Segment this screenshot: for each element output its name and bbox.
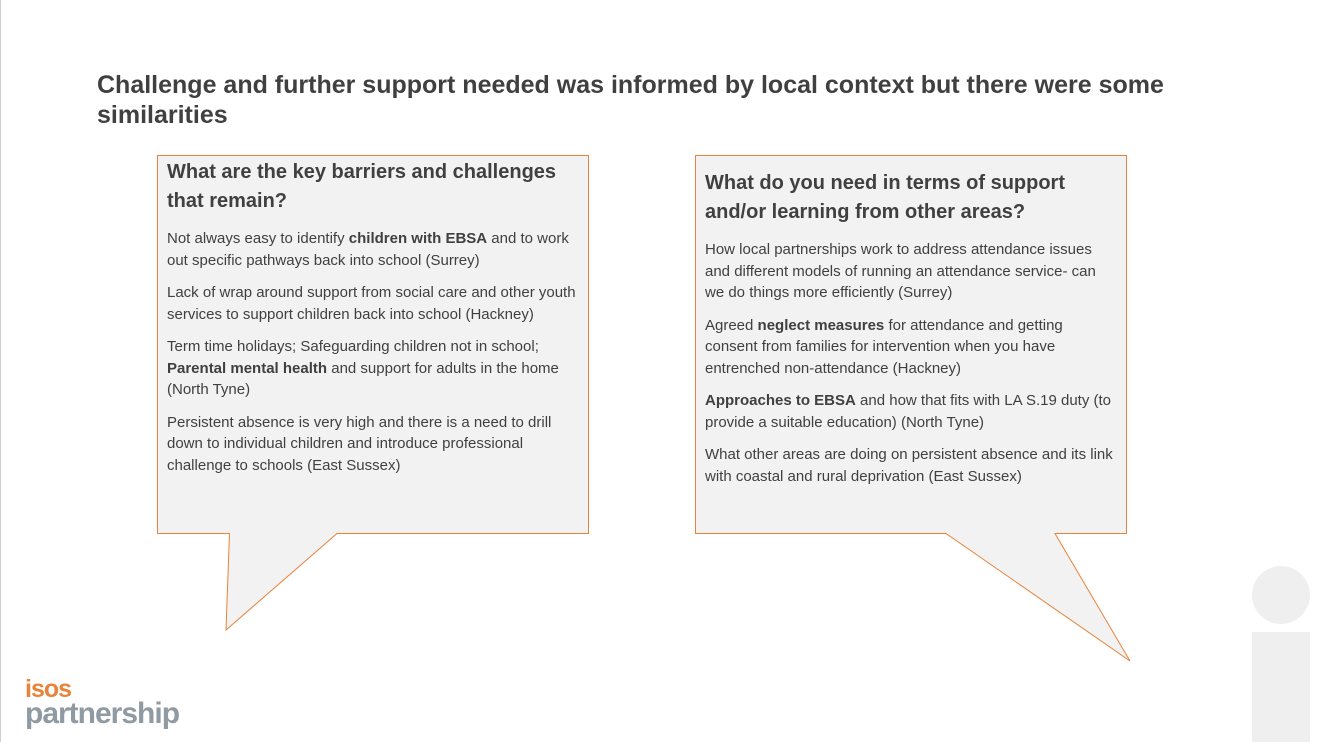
left-bubble-heading: What are the key barriers and challenges that remain? xyxy=(167,161,557,212)
left-bubble-list xyxy=(167,228,581,476)
right-bubble-list xyxy=(705,239,1119,487)
info-letter-i-decoration xyxy=(1252,566,1312,742)
right-bubble-heading: What do you need in terms of support and/or learning from other areas? xyxy=(705,172,1065,223)
bold-text: children with EBSA xyxy=(348,230,488,247)
paragraph-text: and to work out specific pathways back into school (Surrey) xyxy=(167,230,569,269)
isos-partnership-logo xyxy=(25,675,180,730)
bubble-paragraph xyxy=(167,282,581,325)
right-bubble-content xyxy=(705,169,1119,498)
bubble-paragraph xyxy=(705,239,1119,304)
paragraph-text: and how that fits with LA S.19 duty (to provide a suitable education) (North Tyne) xyxy=(705,392,1112,431)
logo-line-isos: isos xyxy=(25,675,72,703)
bubble-paragraph xyxy=(705,444,1119,487)
paragraph-text: Term time holidays; Safeguarding children not in school; xyxy=(167,338,539,355)
bold-text: Approaches to EBSA xyxy=(705,392,856,409)
bold-text: neglect measures xyxy=(757,316,885,334)
paragraph-text: How local partnerships work to address attendance issues and different models of running an attendance service- can we do things more efficiently (Surrey) xyxy=(705,241,1096,301)
bold-text: Parental mental health xyxy=(167,359,328,377)
paragraph-text: What other areas are doing on persistent absence and its link with coastal and rural deprivation (East Sussex) xyxy=(705,446,1113,485)
bubble-paragraph xyxy=(167,336,581,401)
paragraph-text: Agreed xyxy=(705,316,758,334)
paragraph-text: and support for adults in the home (North Tyne) xyxy=(167,359,559,398)
paragraph-text: Persistent absence is very high and there is a need to drill down to individual children and introduce professional challenge to schools (East Sussex) xyxy=(167,413,552,474)
bubble-paragraph xyxy=(167,228,581,271)
logo-line-partnership: partnership xyxy=(25,697,180,730)
left-bubble-content xyxy=(167,158,581,487)
bubble-paragraph xyxy=(705,315,1119,380)
bubble-paragraph xyxy=(705,390,1119,433)
paragraph-text: Not always easy to identify xyxy=(167,230,349,247)
bubble-paragraph xyxy=(167,412,581,477)
paragraph-text: Lack of wrap around support from social care and other youth services to support children back into school (Hackney) xyxy=(167,284,576,323)
paragraph-text: for attendance and getting consent from families for intervention when you have entrenched non-attendance (Hackney) xyxy=(705,316,1063,377)
slide-title: Challenge and further support needed was informed by local context but there were some similarities xyxy=(97,71,1164,129)
